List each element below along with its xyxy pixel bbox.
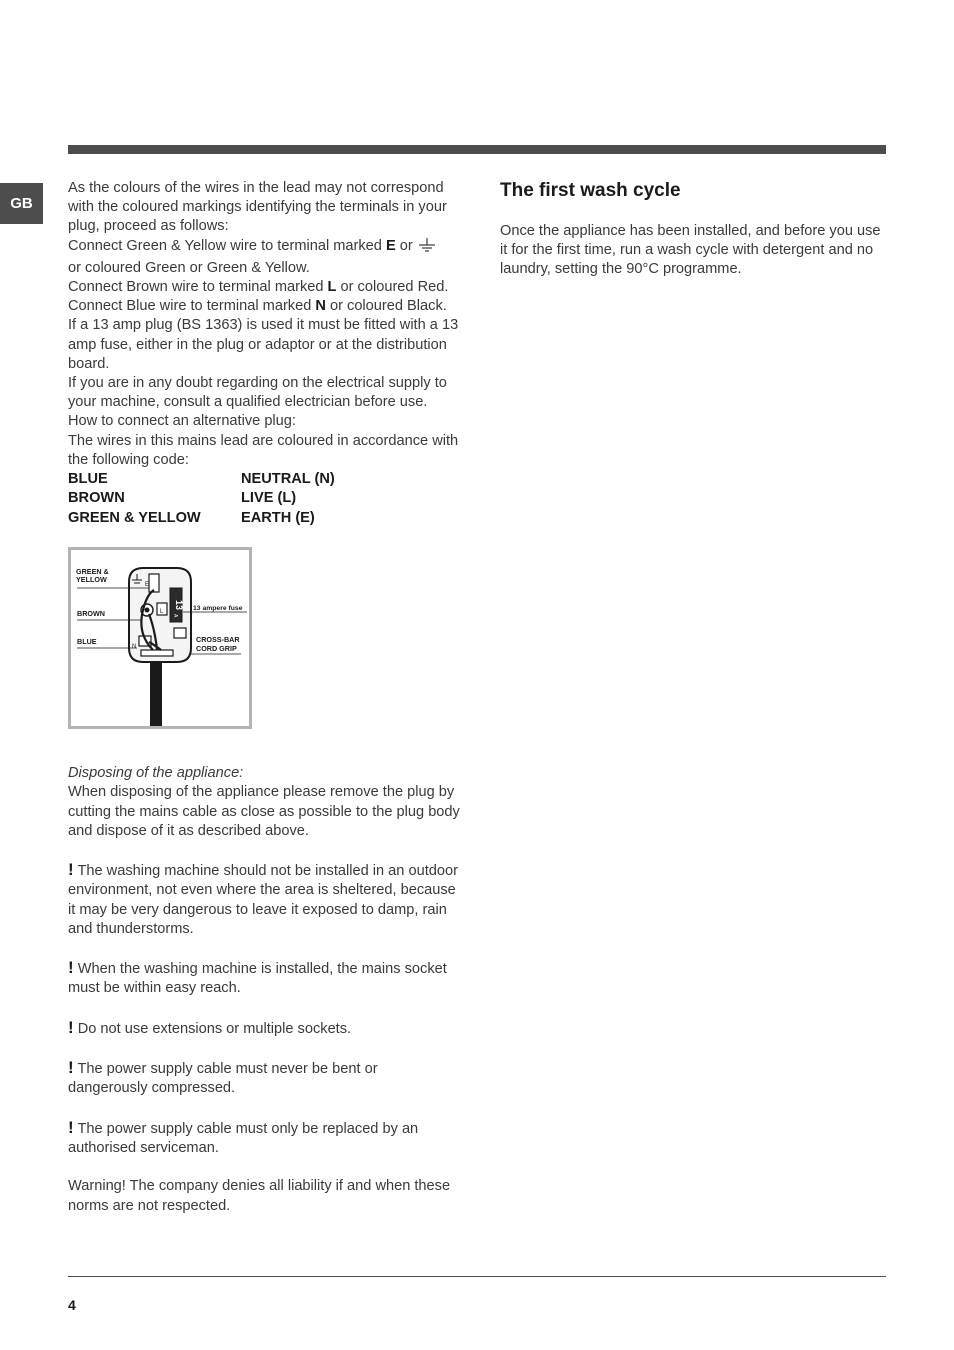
label-cord-grip-line1: CROSS-BAR [196, 635, 240, 645]
exclamation-icon: ! [68, 1017, 74, 1037]
label-blue: BLUE [77, 637, 97, 647]
label-green-yellow-line2: YELLOW [76, 575, 107, 585]
header-rule [68, 145, 886, 154]
label-fuse: 13 ampere fuse [193, 605, 243, 613]
right-column [500, 179, 890, 280]
alternative-plug-text: How to connect an alternative plug: [68, 413, 296, 430]
brown-instruction: Connect Brown wire to terminal marked L or coloured Red. [68, 279, 449, 296]
green-yellow-instruction: Connect Green & Yellow wire to terminal marked E or or coloured Green or Green & Yellow. [68, 237, 460, 278]
page-number: 4 [68, 1297, 76, 1313]
liability-warning: Warning! The company denies all liability if and when these norms are not respected. [68, 1178, 451, 1214]
warning-cable-replace: ! The power supply cable must only be replaced by an authorised serviceman. [68, 1117, 419, 1157]
section-title: The first wash cycle [500, 180, 681, 201]
label-brown: BROWN [77, 609, 105, 619]
plug-diagram-svg [71, 550, 249, 726]
fuse-rating-mark: 13 [174, 600, 184, 611]
terminal-e-mark: E [145, 582, 150, 589]
blue-instruction: Connect Blue wire to terminal marked N or coloured Black. [68, 298, 447, 315]
table-row: GREEN & YELLOW EARTH (E) [68, 509, 315, 526]
code-intro-text: The wires in this mains lead are coloured in accordance with the following code: [68, 432, 459, 468]
terminal-n-mark: N [132, 644, 137, 651]
warning-extensions: ! Do not use extensions or multiple sockets. [68, 1017, 352, 1037]
warning-cable-bent: ! The power supply cable must never be bent or dangerously compressed. [68, 1058, 378, 1097]
earth-symbol-icon [417, 238, 437, 259]
table-row: BLUE NEUTRAL (N) [68, 471, 335, 488]
exclamation-icon: ! [68, 860, 74, 880]
left-column [68, 179, 460, 1216]
language-tab: GB [0, 183, 43, 224]
terminal-l-mark: L [160, 609, 164, 616]
doubt-text: If you are in any doubt regarding on the electrical supply to your machine, consult a qualified electrician before use. [68, 375, 447, 411]
warning-socket-reach: ! When the washing machine is installed, the mains socket must be within easy reach. [68, 958, 447, 997]
footer-rule [68, 1276, 886, 1277]
warning-outdoor: ! The washing machine should not be installed in an outdoor environment, not even where the area is sheltered, because it may be very dangerous to leave it exposed to damp, rain and thunderstorms. [68, 860, 458, 937]
label-green-yellow-line1: GREEN & [76, 567, 109, 577]
exclamation-icon: ! [68, 1058, 74, 1078]
fuse-text: If a 13 amp plug (BS 1363) is used it must be fitted with a 13 amp fuse, either in the plug or adaptor or at the distribution board. [68, 317, 459, 372]
disposal-text: When disposing of the appliance please remove the plug by cutting the mains cable as close as possible to the plug body and dispose of it as described above. [68, 784, 460, 839]
label-cord-grip-line2: CORD GRIP [196, 644, 237, 654]
plug-wiring-diagram [68, 547, 252, 729]
fuse-unit-mark: A [172, 614, 178, 618]
exclamation-icon: ! [68, 958, 74, 978]
first-wash-text: Once the appliance has been installed, and before you use it for the first time, run a wash cycle with detergent and no laundry, setting the 90°C programme. [500, 223, 881, 278]
exclamation-icon: ! [68, 1117, 74, 1137]
disposal-heading: Disposing of the appliance: [68, 765, 244, 782]
intro-text: As the colours of the wires in the lead may not correspond with the coloured markings identifying the terminals in your plug, proceed as follows: [68, 180, 447, 235]
wire-colour-code-table [68, 470, 460, 528]
table-row: BROWN LIVE (L) [68, 490, 297, 507]
